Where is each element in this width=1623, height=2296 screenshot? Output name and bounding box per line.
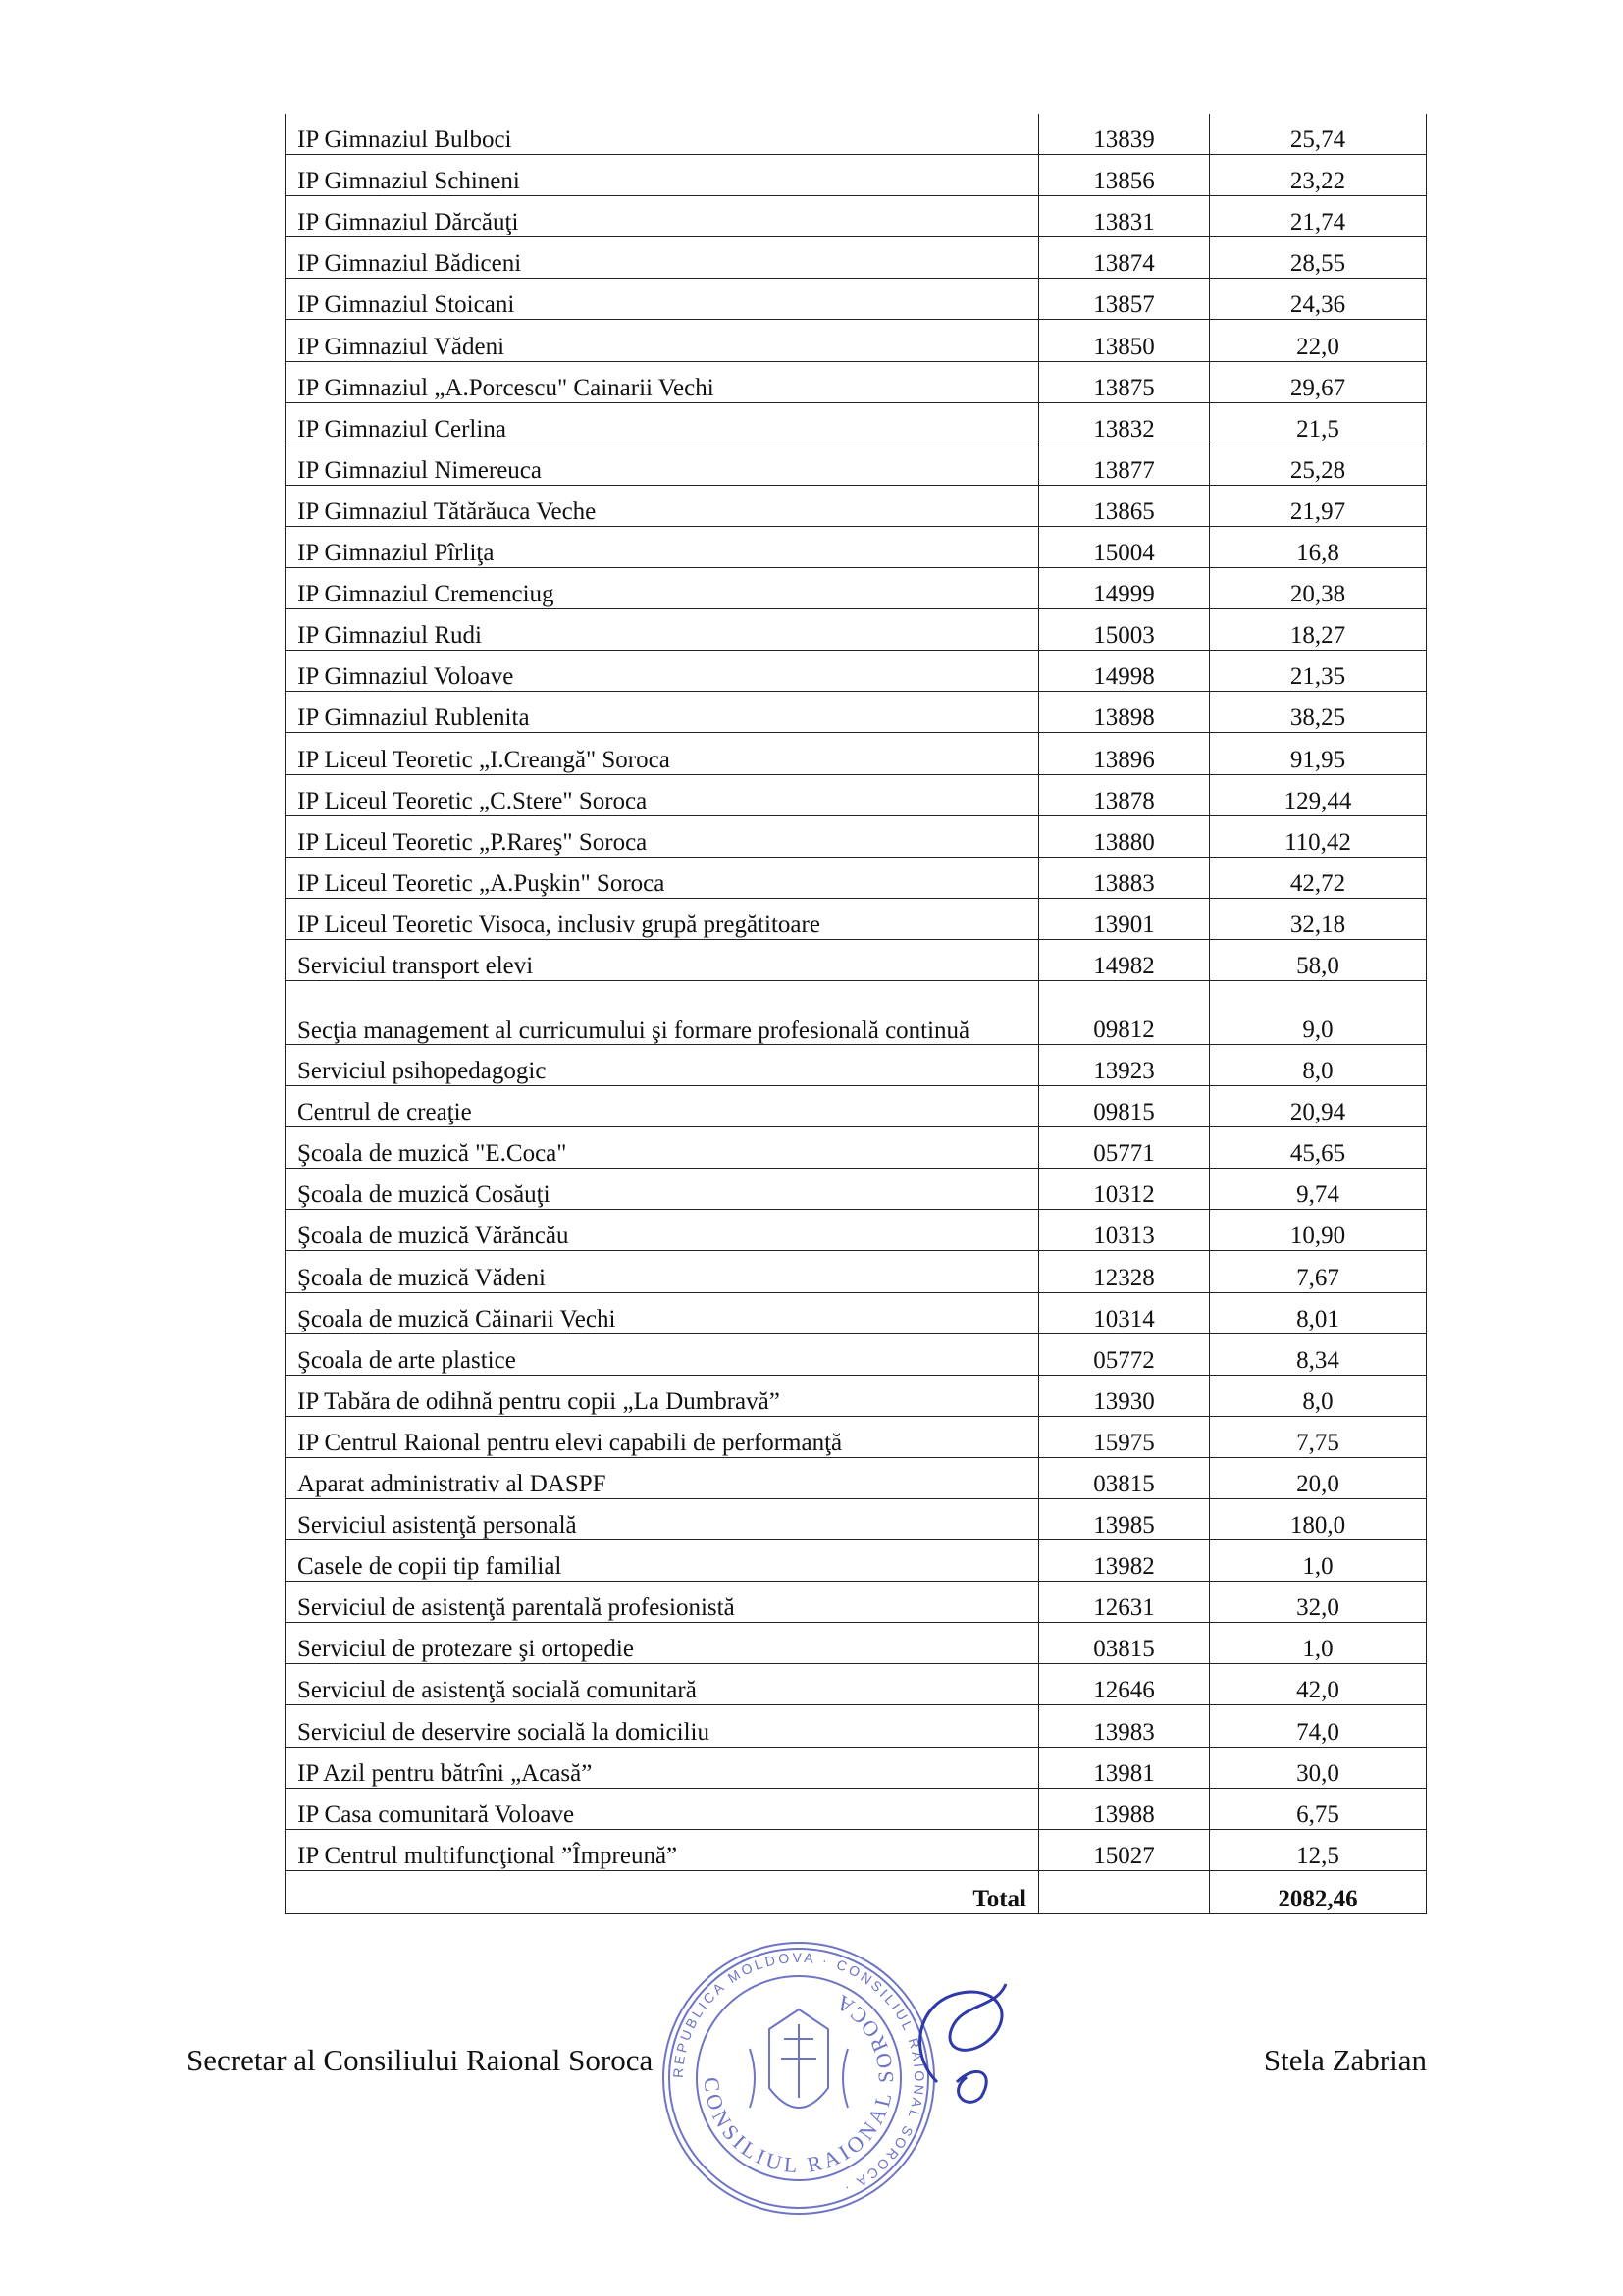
table-row bbox=[286, 815, 1427, 857]
institution-name-cell: IP Gimnaziul Bulboci bbox=[286, 114, 1039, 155]
total-label: Total bbox=[286, 1870, 1039, 1913]
value-cell: 18,27 bbox=[1210, 609, 1427, 651]
value-cell: 25,74 bbox=[1210, 114, 1427, 155]
table-row bbox=[286, 980, 1427, 1044]
code-cell: 13981 bbox=[1039, 1747, 1210, 1788]
value-cell: 74,0 bbox=[1210, 1705, 1427, 1747]
code-cell: 03815 bbox=[1039, 1623, 1210, 1664]
table-row bbox=[286, 857, 1427, 898]
code-cell: 13832 bbox=[1039, 402, 1210, 444]
institution-name-cell: Şcoala de muzică Cosăuţi bbox=[286, 1169, 1039, 1210]
table-row bbox=[286, 361, 1427, 402]
table-row bbox=[286, 733, 1427, 774]
table-row bbox=[286, 279, 1427, 320]
value-cell: 1,0 bbox=[1210, 1623, 1427, 1664]
institution-name-cell: Serviciul de protezare şi ortopedie bbox=[286, 1623, 1039, 1664]
value-cell: 110,42 bbox=[1210, 815, 1427, 857]
code-cell: 15027 bbox=[1039, 1829, 1210, 1870]
table-row bbox=[286, 898, 1427, 939]
table-row bbox=[286, 1086, 1427, 1127]
table-row bbox=[286, 1747, 1427, 1788]
code-cell: 05772 bbox=[1039, 1333, 1210, 1375]
table-row bbox=[286, 651, 1427, 692]
institution-name-cell: IP Liceul Teoretic Visoca, inclusiv grupă pregătitoare bbox=[286, 898, 1039, 939]
institution-name-cell: IP Gimnaziul Bădiceni bbox=[286, 237, 1039, 279]
code-cell: 12646 bbox=[1039, 1664, 1210, 1705]
value-cell: 25,28 bbox=[1210, 444, 1427, 485]
institution-name-cell: IP Gimnaziul Cremenciug bbox=[286, 568, 1039, 609]
signature bbox=[898, 1964, 1025, 2112]
institution-name-cell: IP Liceul Teoretic „I.Creangă" Soroca bbox=[286, 733, 1039, 774]
institution-name-cell: IP Azil pentru bătrîni „Acasă” bbox=[286, 1747, 1039, 1788]
value-cell: 8,0 bbox=[1210, 1375, 1427, 1416]
code-cell: 05771 bbox=[1039, 1127, 1210, 1169]
institution-name-cell: IP Liceul Teoretic „P.Rareş" Soroca bbox=[286, 815, 1039, 857]
institution-name-cell: IP Gimnaziul Cerlina bbox=[286, 402, 1039, 444]
code-cell: 13930 bbox=[1039, 1375, 1210, 1416]
table-row bbox=[286, 692, 1427, 733]
stamp-outer-text: REPUBLICA MOLDOVA · CONSILIUL RAIONAL SOROCA · bbox=[669, 1949, 928, 2198]
institution-name-cell: Serviciul de asistenţă socială comunitară bbox=[286, 1664, 1039, 1705]
institution-name-cell: IP Tabăra de odihnă pentru copii „La Dumbravă” bbox=[286, 1375, 1039, 1416]
table-row bbox=[286, 1375, 1427, 1416]
value-cell: 8,01 bbox=[1210, 1292, 1427, 1333]
table-row bbox=[286, 1582, 1427, 1623]
institution-name-cell: Serviciul de deservire socială la domiciliu bbox=[286, 1705, 1039, 1747]
value-cell: 58,0 bbox=[1210, 939, 1427, 980]
table-row bbox=[286, 1540, 1427, 1582]
institution-name-cell: IP Gimnaziul Schineni bbox=[286, 155, 1039, 196]
code-cell: 12631 bbox=[1039, 1582, 1210, 1623]
footer-secretary-name: Stela Zabrian bbox=[1263, 2043, 1427, 2077]
code-cell: 13831 bbox=[1039, 196, 1210, 237]
table-row bbox=[286, 155, 1427, 196]
value-cell: 32,0 bbox=[1210, 1582, 1427, 1623]
value-cell: 42,0 bbox=[1210, 1664, 1427, 1705]
table-row bbox=[286, 1251, 1427, 1292]
code-cell: 15003 bbox=[1039, 609, 1210, 651]
table-row bbox=[286, 526, 1427, 567]
value-cell: 129,44 bbox=[1210, 774, 1427, 815]
table-row bbox=[286, 1044, 1427, 1085]
table-row bbox=[286, 444, 1427, 485]
value-cell: 12,5 bbox=[1210, 1829, 1427, 1870]
institution-name-cell: IP Gimnaziul „A.Porcescu" Cainarii Vechi bbox=[286, 361, 1039, 402]
code-cell: 13878 bbox=[1039, 774, 1210, 815]
table-row bbox=[286, 485, 1427, 526]
budget-table bbox=[285, 114, 1427, 1914]
code-cell: 13901 bbox=[1039, 898, 1210, 939]
table-row bbox=[286, 1829, 1427, 1870]
table-row bbox=[286, 1664, 1427, 1705]
code-cell: 13857 bbox=[1039, 279, 1210, 320]
code-cell: 10312 bbox=[1039, 1169, 1210, 1210]
code-cell: 13877 bbox=[1039, 444, 1210, 485]
institution-name-cell: Centrul de creaţie bbox=[286, 1086, 1039, 1127]
value-cell: 22,0 bbox=[1210, 320, 1427, 361]
code-cell: 13865 bbox=[1039, 485, 1210, 526]
institution-name-cell: Secţia management al curricumului şi formare profesională continuă bbox=[286, 980, 1039, 1044]
code-cell: 13896 bbox=[1039, 733, 1210, 774]
code-cell: 09815 bbox=[1039, 1086, 1210, 1127]
value-cell: 20,0 bbox=[1210, 1457, 1427, 1498]
code-cell: 14998 bbox=[1039, 651, 1210, 692]
table-row bbox=[286, 114, 1427, 155]
value-cell: 23,22 bbox=[1210, 155, 1427, 196]
value-cell: 38,25 bbox=[1210, 692, 1427, 733]
table-row bbox=[286, 1457, 1427, 1498]
code-cell: 13850 bbox=[1039, 320, 1210, 361]
institution-name-cell: Serviciul de asistenţă parentală profesionistă bbox=[286, 1582, 1039, 1623]
value-cell: 7,75 bbox=[1210, 1416, 1427, 1457]
value-cell: 21,5 bbox=[1210, 402, 1427, 444]
value-cell: 21,74 bbox=[1210, 196, 1427, 237]
value-cell: 7,67 bbox=[1210, 1251, 1427, 1292]
code-cell: 15975 bbox=[1039, 1416, 1210, 1457]
table-row bbox=[286, 1788, 1427, 1829]
institution-name-cell: IP Gimnaziul Rublenita bbox=[286, 692, 1039, 733]
table-row bbox=[286, 1623, 1427, 1664]
institution-name-cell: IP Gimnaziul Rudi bbox=[286, 609, 1039, 651]
value-cell: 20,94 bbox=[1210, 1086, 1427, 1127]
total-code bbox=[1039, 1870, 1210, 1913]
table-row bbox=[286, 237, 1427, 279]
table-row bbox=[286, 1499, 1427, 1540]
value-cell: 1,0 bbox=[1210, 1540, 1427, 1582]
value-cell: 6,75 bbox=[1210, 1788, 1427, 1829]
institution-name-cell: Serviciul transport elevi bbox=[286, 939, 1039, 980]
value-cell: 180,0 bbox=[1210, 1499, 1427, 1540]
table-row bbox=[286, 1169, 1427, 1210]
code-cell: 13982 bbox=[1039, 1540, 1210, 1582]
code-cell: 13985 bbox=[1039, 1499, 1210, 1540]
value-cell: 91,95 bbox=[1210, 733, 1427, 774]
value-cell: 30,0 bbox=[1210, 1747, 1427, 1788]
code-cell: 13898 bbox=[1039, 692, 1210, 733]
value-cell: 8,0 bbox=[1210, 1044, 1427, 1085]
value-cell: 32,18 bbox=[1210, 898, 1427, 939]
institution-name-cell: IP Gimnaziul Voloave bbox=[286, 651, 1039, 692]
code-cell: 13839 bbox=[1039, 114, 1210, 155]
value-cell: 20,38 bbox=[1210, 568, 1427, 609]
value-cell: 29,67 bbox=[1210, 361, 1427, 402]
table-row bbox=[286, 1416, 1427, 1457]
value-cell: 21,97 bbox=[1210, 485, 1427, 526]
institution-name-cell: IP Centrul multifuncţional ”Împreună” bbox=[286, 1829, 1039, 1870]
institution-name-cell: Şcoala de muzică Căinarii Vechi bbox=[286, 1292, 1039, 1333]
code-cell: 13983 bbox=[1039, 1705, 1210, 1747]
table-row bbox=[286, 1292, 1427, 1333]
table-row bbox=[286, 939, 1427, 980]
institution-name-cell: IP Gimnaziul Pîrliţa bbox=[286, 526, 1039, 567]
institution-name-cell: Casele de copii tip familial bbox=[286, 1540, 1039, 1582]
institution-name-cell: Şcoala de muzică Vădeni bbox=[286, 1251, 1039, 1292]
code-cell: 10313 bbox=[1039, 1210, 1210, 1251]
institution-name-cell: Şcoala de arte plastice bbox=[286, 1333, 1039, 1375]
value-cell: 42,72 bbox=[1210, 857, 1427, 898]
institution-name-cell: IP Gimnaziul Dărcăuţi bbox=[286, 196, 1039, 237]
footer-secretary-title: Secretar al Consiliului Raional Soroca bbox=[186, 2043, 654, 2077]
institution-name-cell: Şcoala de muzică "E.Coca" bbox=[286, 1127, 1039, 1169]
code-cell: 14982 bbox=[1039, 939, 1210, 980]
institution-name-cell: Aparat administrativ al DASPF bbox=[286, 1457, 1039, 1498]
institution-name-cell: IP Liceul Teoretic „A.Puşkin" Soroca bbox=[286, 857, 1039, 898]
value-cell: 45,65 bbox=[1210, 1127, 1427, 1169]
value-cell: 10,90 bbox=[1210, 1210, 1427, 1251]
table-row bbox=[286, 1333, 1427, 1375]
institution-name-cell: Serviciul psihopedagogic bbox=[286, 1044, 1039, 1085]
institution-name-cell: IP Gimnaziul Vădeni bbox=[286, 320, 1039, 361]
institution-name-cell: Serviciul asistenţă personală bbox=[286, 1499, 1039, 1540]
value-cell: 24,36 bbox=[1210, 279, 1427, 320]
table-row bbox=[286, 196, 1427, 237]
value-cell: 8,34 bbox=[1210, 1333, 1427, 1375]
value-cell: 9,0 bbox=[1210, 980, 1427, 1044]
institution-name-cell: IP Liceul Teoretic „C.Stere" Soroca bbox=[286, 774, 1039, 815]
value-cell: 21,35 bbox=[1210, 651, 1427, 692]
code-cell: 13880 bbox=[1039, 815, 1210, 857]
value-cell: 28,55 bbox=[1210, 237, 1427, 279]
code-cell: 03815 bbox=[1039, 1457, 1210, 1498]
value-cell: 9,74 bbox=[1210, 1169, 1427, 1210]
code-cell: 13923 bbox=[1039, 1044, 1210, 1085]
code-cell: 09812 bbox=[1039, 980, 1210, 1044]
code-cell: 13875 bbox=[1039, 361, 1210, 402]
stamp-inner-text: CONSILIUL RAIONAL SOROCA bbox=[699, 1988, 899, 2178]
total-value: 2082,46 bbox=[1210, 1870, 1427, 1913]
institution-name-cell: IP Gimnaziul Stoicani bbox=[286, 279, 1039, 320]
table-row bbox=[286, 609, 1427, 651]
table-row bbox=[286, 774, 1427, 815]
code-cell: 15004 bbox=[1039, 526, 1210, 567]
table-row bbox=[286, 1210, 1427, 1251]
total-row bbox=[286, 1870, 1427, 1913]
value-cell: 16,8 bbox=[1210, 526, 1427, 567]
table-row bbox=[286, 568, 1427, 609]
code-cell: 13874 bbox=[1039, 237, 1210, 279]
institution-name-cell: IP Centrul Raional pentru elevi capabili de performanţă bbox=[286, 1416, 1039, 1457]
code-cell: 13883 bbox=[1039, 857, 1210, 898]
table-row bbox=[286, 1705, 1427, 1747]
code-cell: 10314 bbox=[1039, 1292, 1210, 1333]
code-cell: 13988 bbox=[1039, 1788, 1210, 1829]
code-cell: 14999 bbox=[1039, 568, 1210, 609]
institution-name-cell: IP Gimnaziul Tătărăuca Veche bbox=[286, 485, 1039, 526]
code-cell: 13856 bbox=[1039, 155, 1210, 196]
table-row bbox=[286, 320, 1427, 361]
institution-name-cell: IP Gimnaziul Nimereuca bbox=[286, 444, 1039, 485]
institution-name-cell: IP Casa comunitară Voloave bbox=[286, 1788, 1039, 1829]
code-cell: 12328 bbox=[1039, 1251, 1210, 1292]
table-body bbox=[286, 114, 1427, 1913]
table-row bbox=[286, 1127, 1427, 1169]
table-row bbox=[286, 402, 1427, 444]
institution-name-cell: Şcoala de muzică Vărăncău bbox=[286, 1210, 1039, 1251]
